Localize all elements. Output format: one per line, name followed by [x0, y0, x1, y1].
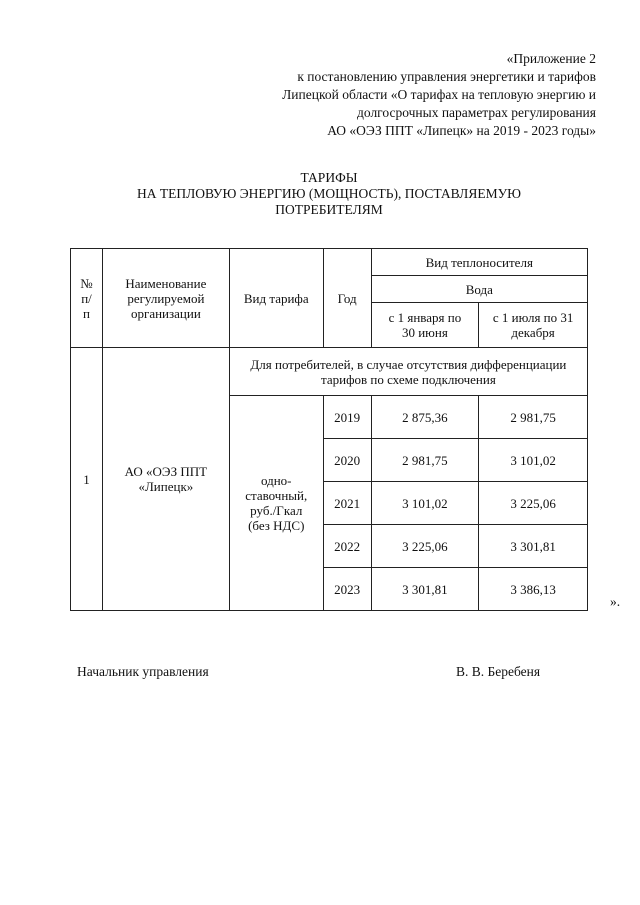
- tariff-h1-cell: 3 301,81: [371, 568, 479, 611]
- title-line: ТАРИФЫ: [300, 170, 358, 185]
- row-tariff-type: одно-ставочный, руб./Гкал (без НДС): [229, 396, 323, 611]
- tariff-h2-cell: 3 225,06: [479, 482, 588, 525]
- tariff-h2-cell: 3 386,13: [479, 568, 588, 611]
- tariff-h1-cell: 2 981,75: [371, 439, 479, 482]
- tariff-h1-cell: 3 101,02: [371, 482, 479, 525]
- tariff-table: [70, 248, 588, 611]
- appendix-line: Липецкой области «О тарифах на тепловую энергию и: [282, 87, 596, 102]
- header-period-second-half: с 1 июля по 31 декабря: [479, 303, 588, 348]
- appendix-header: [176, 50, 596, 140]
- signature-name: В. В. Беребеня: [456, 664, 541, 679]
- year-cell: 2019: [323, 396, 371, 439]
- title-line: ПОТРЕБИТЕЛЯМ: [275, 202, 383, 217]
- tariff-h1-cell: 3 225,06: [371, 525, 479, 568]
- appendix-line: долгосрочных параметрах регулирования: [357, 105, 596, 120]
- header-num: № п/п: [71, 249, 103, 348]
- appendix-line: «Приложение 2: [506, 51, 596, 66]
- closing-quote: ».: [610, 594, 621, 609]
- header-tariff-type: Вид тарифа: [229, 249, 323, 348]
- header-year: Год: [323, 249, 371, 348]
- year-cell: 2021: [323, 482, 371, 525]
- year-cell: 2022: [323, 525, 371, 568]
- document-title: [70, 170, 588, 218]
- title-line: НА ТЕПЛОВУЮ ЭНЕРГИЮ (МОЩНОСТЬ), ПОСТАВЛЯЕМУЮ: [136, 186, 522, 201]
- header-water: Вода: [371, 276, 587, 303]
- year-cell: 2023: [323, 568, 371, 611]
- appendix-line: АО «ОЭЗ ППТ «Липецк» на 2019 - 2023 годы»: [327, 123, 596, 138]
- year-cell: 2020: [323, 439, 371, 482]
- tariff-h2-cell: 2 981,75: [479, 396, 588, 439]
- appendix-line: к постановлению управления энергетики и тарифов: [297, 69, 596, 84]
- row-organization: АО «ОЭЗ ППТ «Липецк»: [102, 348, 229, 611]
- tariff-h1-cell: 2 875,36: [371, 396, 479, 439]
- signature-position: Начальник управления: [77, 664, 209, 679]
- row-num: 1: [71, 348, 103, 611]
- consumer-note: Для потребителей, в случае отсутствия дифференциации тарифов по схеме подключения: [229, 348, 587, 396]
- header-heat-carrier: Вид теплоносителя: [371, 249, 587, 276]
- tariff-h2-cell: 3 101,02: [479, 439, 588, 482]
- header-period-first-half: с 1 января по 30 июня: [371, 303, 479, 348]
- tariff-h2-cell: 3 301,81: [479, 525, 588, 568]
- header-organization: Наименование регулируемой организации: [102, 249, 229, 348]
